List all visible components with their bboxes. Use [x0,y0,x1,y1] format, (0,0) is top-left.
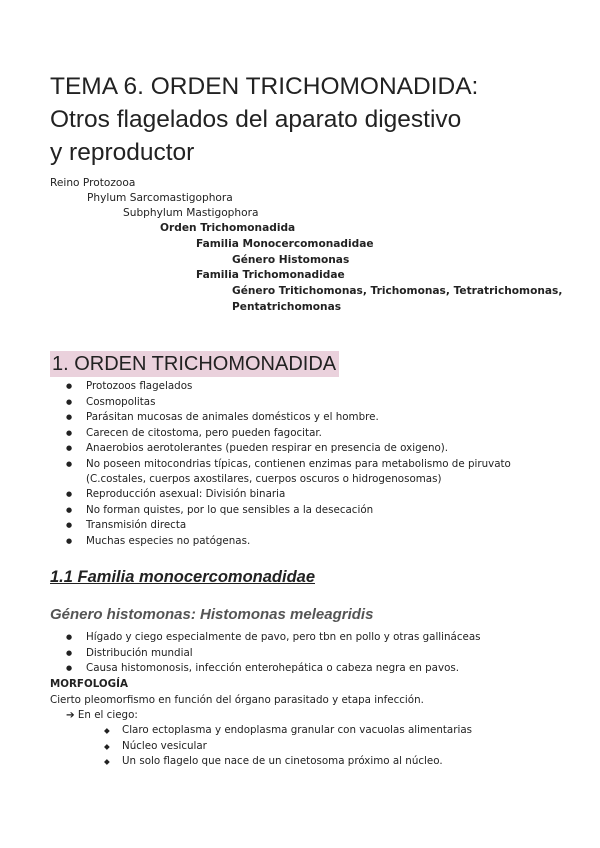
taxonomy-orden: Orden Trichomonadida [160,222,296,234]
list-item: ● Transmisión directa [66,518,373,534]
taxonomy-familia-1: Familia Monocercomonadidae [196,238,374,250]
list-item: ● Distribución mundial [66,646,481,662]
list-item-continuation: (C.costales, cuerpos axostilares, cuerpos oscuros o hidrogenosomas) [86,473,442,485]
taxonomy-genero-1: Género Histomonas [232,254,350,266]
list-item: ● Causa histomonosis, infección enterohepática o cabeza negra en pavos. [66,661,481,677]
section-1-bullet-list-cont [66,487,373,549]
list-item: ◆ Núcleo vesicular [104,739,472,755]
section-1-heading: 1. ORDEN TRICHOMONADIDA [52,353,337,375]
list-item: ● Parásitan mucosas de animales domésticos y el hombre. [66,410,511,426]
list-item: ● Reproducción asexual: División binaria [66,487,373,503]
list-item: ● Carecen de citostoma, pero pueden fagocitar. [66,426,511,442]
taxonomy-familia-2: Familia Trichomonadidae [196,269,345,281]
list-item: ● No poseen mitocondrias típicas, contienen enzimas para metabolismo de piruvato [66,457,511,473]
sub-bullet-list [104,723,472,770]
section-1-heading-highlight [50,351,339,377]
list-item: ● Cosmopolitas [66,395,511,411]
list-item: ◆ Claro ectoplasma y endoplasma granular con vacuolas alimentarias [104,723,472,739]
taxonomy-subphylum: Subphylum Mastigophora [123,207,259,219]
list-item: ● Hígado y ciego especialmente de pavo, pero tbn en pollo y otras gallináceas [66,630,481,646]
arrow-list-item: ➔ En el ciego: [66,709,138,721]
taxonomy-phylum: Phylum Sarcomastigophora [87,192,233,204]
taxonomy-reino: Reino Protozooa [50,177,136,189]
page-title-line-2: Otros flagelados del aparato digestivo [50,106,462,133]
section-1-1-heading: 1.1 Familia monocercomonadidae [50,568,315,586]
morfologia-text: Cierto pleomorfismo en función del órgano parasitado y etapa infección. [50,694,424,706]
list-item: ● Muchas especies no patógenas. [66,534,373,550]
page-title-line-3: y reproductor [50,139,195,166]
list-item: ● Anaerobios aerotolerantes (pueden respirar en presencia de oxigeno). [66,441,511,457]
list-item: ◆ Un solo flagelo que nace de un cinetosoma próximo al núcleo. [104,754,472,770]
taxonomy-genero-2-line-1: Género Tritichomonas, Trichomonas, Tetratrichomonas, [232,285,563,297]
morfologia-label: MORFOLOGÍA [50,678,128,690]
section-1-bullet-list [66,379,511,472]
taxonomy-genero-2-line-2: Pentatrichomonas [232,301,342,313]
list-item: ● Protozoos flagelados [66,379,511,395]
page-title-line-1: TEMA 6. ORDEN TRICHOMONADIDA: [50,73,479,100]
genus-bullet-list [66,630,481,677]
list-item: ● No forman quistes, por lo que sensibles a la desecación [66,503,373,519]
genus-heading: Género histomonas: Histomonas meleagridis [50,606,374,623]
